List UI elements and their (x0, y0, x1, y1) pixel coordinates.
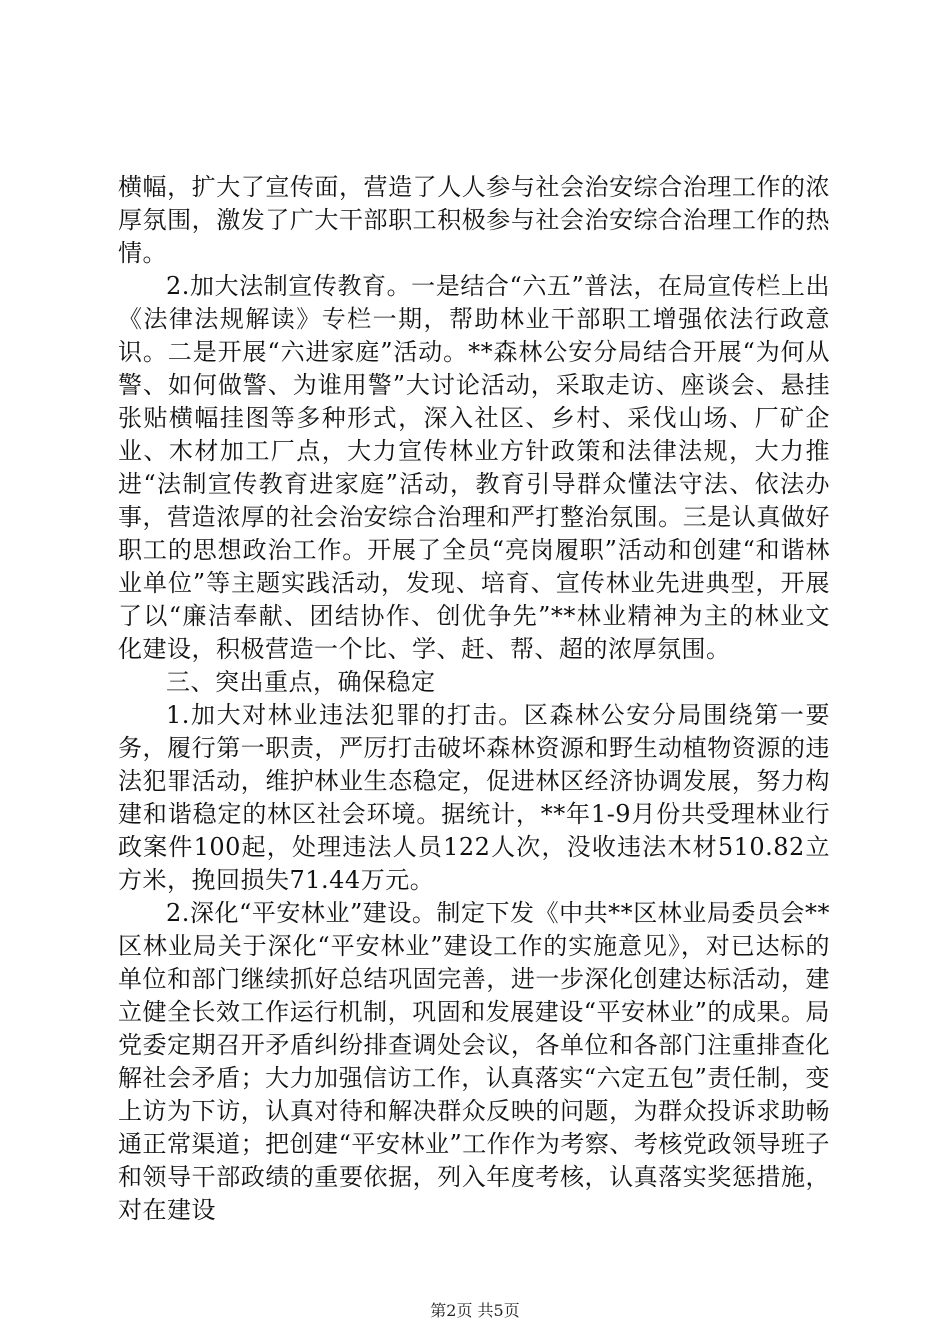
paragraph-safe-forestry: 2.深化“平安林业”建设。制定下发《中共**区林业局委员会**区林业局关于深化“平安林业”建设工作的实施意见》，对已达标的单位和部门继续抓好总结巩固完善，进一步深化创建达标活动，建立健全长效工作运行机制，巩固和发展建设“平安林业”的成果。局党委定期召开矛盾纠纷排查调处会议，各单位和各部门注重排查化解社会矛盾；大力加强信访工作，认真落实“六定五包”责任制，变上访为下访，认真对待和解决群众反映的问题，为群众投诉求助畅通正常渠道；把创建“平安林业”工作作为考察、考核党政领导班子和领导干部政绩的重要依据，列入年度考核，认真落实奖惩措施，对在建设 (118, 899, 830, 1224)
section-heading: 三、突出重点，确保稳定 (166, 668, 436, 696)
page-number-footer: 第2页 共5页 (430, 1301, 520, 1320)
paragraph-crackdown: 1.加大对林业违法犯罪的打击。区森林公安分局围绕第一要务，履行第一职责，严厉打击破坏森林资源和野生动植物资源的违法犯罪活动，维护林业生态稳定，促进林区经济协调发展，努力构建和谐稳定的林区社会环境。据统计，**年1-9月份共受理林业行政案件100起，处理违法人员122人次，没收违法木材510.82立方米，挽回损失71.44万元。 (118, 701, 830, 894)
document-body (118, 171, 830, 1227)
paragraph-legal-education: 2.加大法制宣传教育。一是结合“六五”普法，在局宣传栏上出《法律法规解读》专栏一期，帮助林业干部职工增强依法行政意识。二是开展“六进家庭”活动。**森林公安分局结合开展“为何从警、如何做警、为谁用警”大讨论活动，采取走访、座谈会、悬挂张贴横幅挂图等多种形式，深入社区、乡村、采伐山场、厂矿企业、木材加工厂点，大力宣传林业方针政策和法律法规，大力推进“法制宣传教育进家庭”活动，教育引导群众懂法守法、依法办事，营造浓厚的社会治安综合治理和严打整治氛围。三是认真做好职工的思想政治工作。开展了全员“亮岗履职”活动和创建“和谐林业单位”等主题实践活动，发现、培育、宣传林业先进典型，开展了以“廉洁奉献、团结协作、创优争先”**林业精神为主的林业文化建设，积极营造一个比、学、赶、帮、超的浓厚氛围。 (118, 272, 830, 663)
paragraph-continuation: 横幅，扩大了宣传面，营造了人人参与社会治安综合治理工作的浓厚氛围，激发了广大干部职工积极参与社会治安综合治理工作的热情。 (118, 173, 830, 267)
